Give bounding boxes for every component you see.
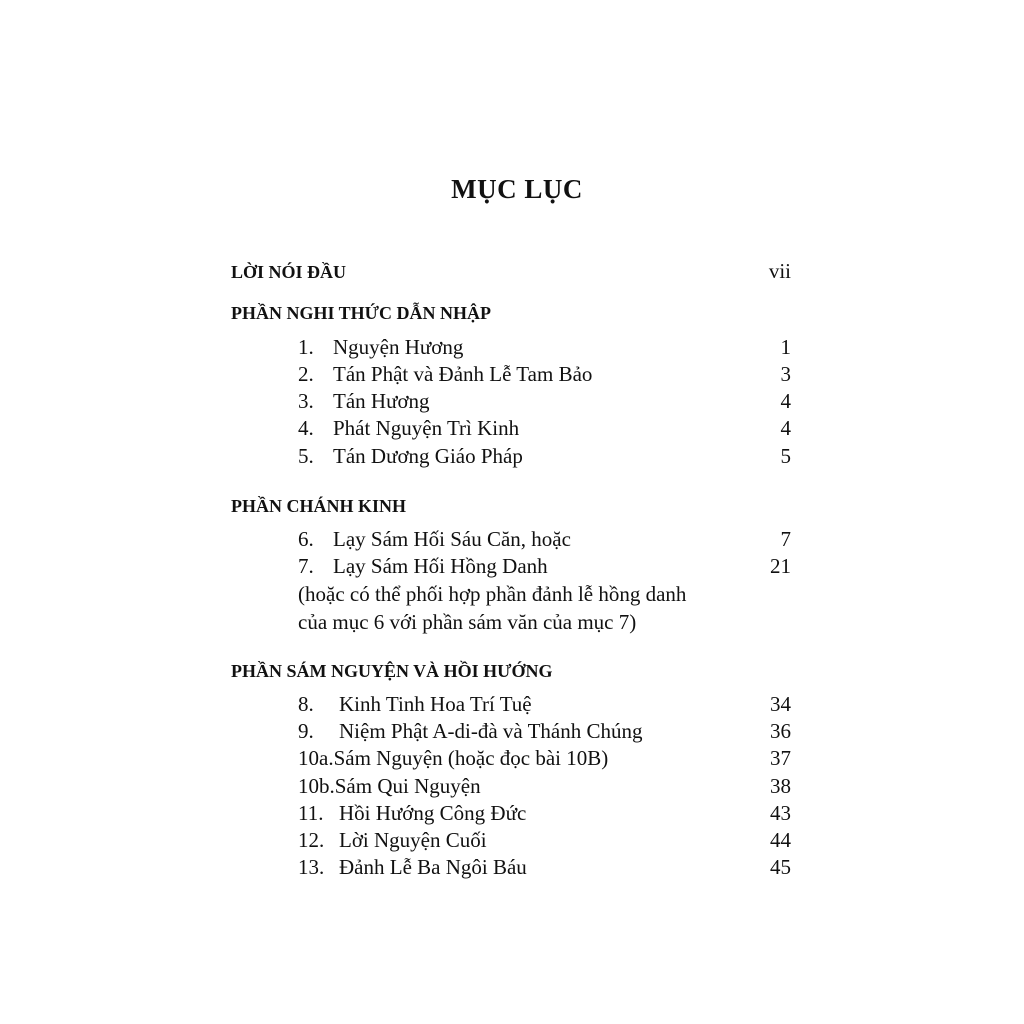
toc-entry-number: 3. bbox=[298, 389, 314, 413]
toc-entry bbox=[298, 361, 791, 388]
toc-entry-number: 13. bbox=[298, 855, 325, 879]
toc-entry-number: 2. bbox=[298, 362, 314, 386]
toc-entry-number: 1. bbox=[298, 335, 314, 359]
toc-entry bbox=[298, 691, 791, 718]
toc-note-line: (hoặc có thể phối hợp phần đảnh lễ hồng danh bbox=[298, 582, 687, 606]
toc-entry-page: 3 bbox=[780, 362, 791, 386]
toc-entry-number: 9. bbox=[298, 719, 314, 743]
toc-entry-number: 10b. bbox=[298, 774, 335, 798]
toc-entry-label: Sám Nguyện (hoặc đọc bài 10B) bbox=[333, 746, 609, 770]
toc-entry-label: Tán Dương Giáo Pháp bbox=[333, 444, 523, 468]
toc-entry bbox=[298, 443, 791, 470]
toc-entry-page: 45 bbox=[770, 855, 791, 879]
toc-page-foreword: vii bbox=[768, 259, 791, 283]
toc-entry-number: 12. bbox=[298, 828, 325, 852]
toc-entry-label: Tán Hương bbox=[333, 389, 430, 413]
toc-entry-page: 7 bbox=[780, 527, 791, 551]
toc-entry-label: Tán Phật và Đảnh Lễ Tam Bảo bbox=[333, 362, 593, 386]
toc-entry-label: Phát Nguyện Trì Kinh bbox=[333, 416, 520, 440]
toc-note-line: của mục 6 với phần sám văn của mục 7) bbox=[298, 610, 637, 634]
toc-entry bbox=[298, 415, 791, 442]
toc-section-heading: PHẦN CHÁNH KINH bbox=[231, 496, 406, 516]
toc-entry-page: 37 bbox=[770, 746, 791, 770]
toc-entry-label: Hồi Hướng Công Đức bbox=[339, 801, 527, 825]
toc-entry bbox=[298, 773, 791, 800]
toc-entry-number: 5. bbox=[298, 444, 314, 468]
toc-entry bbox=[298, 388, 791, 415]
toc-entry-page: 1 bbox=[780, 335, 791, 359]
toc-entry-number: 7. bbox=[298, 554, 314, 578]
toc-entry-page: 43 bbox=[770, 801, 791, 825]
toc-heading-foreword: LỜI NÓI ĐẦU bbox=[231, 262, 347, 282]
toc-entry-label: Sám Qui Nguyện bbox=[334, 774, 481, 798]
toc-entry-label: Kinh Tinh Hoa Trí Tuệ bbox=[339, 692, 532, 716]
toc-entry-label: Lạy Sám Hối Sáu Căn, hoặc bbox=[333, 527, 571, 551]
toc-entry-label: Lạy Sám Hối Hồng Danh bbox=[333, 554, 548, 578]
toc-section-heading: PHẦN SÁM NGUYỆN VÀ HỒI HƯỚNG bbox=[231, 661, 553, 681]
toc-entry bbox=[298, 526, 791, 553]
toc-entry bbox=[298, 718, 791, 745]
toc-entry bbox=[298, 745, 791, 772]
toc-entry bbox=[298, 553, 791, 580]
toc-entry bbox=[298, 334, 791, 361]
toc-entry-number: 10a. bbox=[298, 746, 334, 770]
toc-entry-label: Lời Nguyện Cuối bbox=[339, 828, 487, 852]
toc-entry-number: 8. bbox=[298, 692, 314, 716]
toc-entry-page: 34 bbox=[770, 692, 791, 716]
toc-entry-page: 5 bbox=[780, 444, 791, 468]
toc-entry-page: 38 bbox=[770, 774, 791, 798]
toc-entry-page: 21 bbox=[770, 554, 791, 578]
toc-section-heading: PHẦN NGHI THỨC DẪN NHẬP bbox=[231, 303, 491, 323]
toc-entry-number: 11. bbox=[298, 801, 324, 825]
toc-entry-page: 44 bbox=[770, 828, 791, 852]
toc-entry-label: Đảnh Lễ Ba Ngôi Báu bbox=[339, 855, 527, 879]
toc-entry-page: 36 bbox=[770, 719, 791, 743]
toc-entry-number: 6. bbox=[298, 527, 314, 551]
toc-entry bbox=[298, 827, 791, 854]
toc-entry-label: Niệm Phật A-di-đà và Thánh Chúng bbox=[339, 719, 643, 743]
toc-entry bbox=[298, 800, 791, 827]
toc-entry bbox=[298, 854, 791, 881]
toc-entry-number: 4. bbox=[298, 416, 314, 440]
toc-entry-page: 4 bbox=[780, 416, 791, 440]
toc-entry-label: Nguyện Hương bbox=[333, 335, 464, 359]
toc-entry-page: 4 bbox=[780, 389, 791, 413]
page-title: MỤC LỤC bbox=[451, 174, 583, 204]
